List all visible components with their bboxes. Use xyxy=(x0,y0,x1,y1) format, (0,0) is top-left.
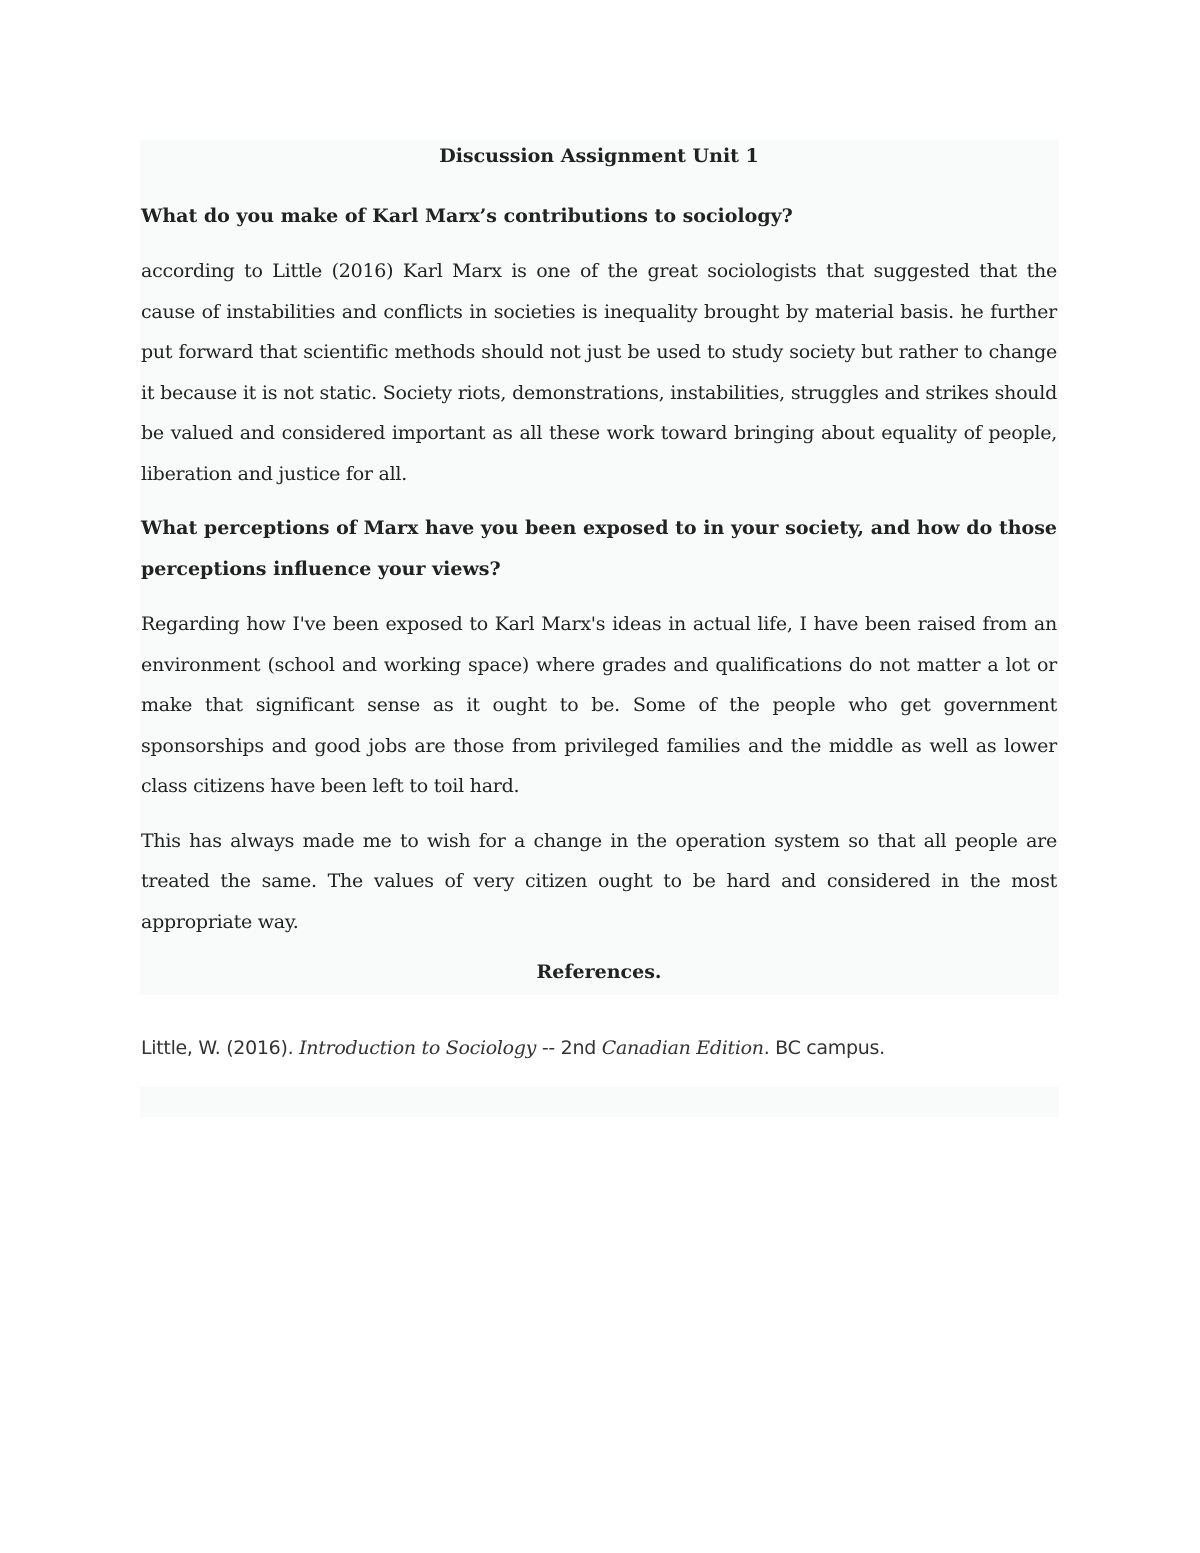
reference-publisher: . BC campus. xyxy=(763,1037,885,1059)
reference-author-year: Little, W. (2016). xyxy=(141,1037,300,1059)
document-body xyxy=(141,140,1057,988)
reference-book-title: Introduction to Sociology xyxy=(299,1037,537,1059)
document-title: Discussion Assignment Unit 1 xyxy=(439,145,759,167)
reference-separator: -- 2nd xyxy=(536,1037,602,1059)
shaded-block-footer xyxy=(140,1087,1059,1117)
question-1: What do you make of Karl Marx’s contributions to sociology? xyxy=(141,205,793,227)
question-2: What perceptions of Marx have you been exposed to in your society, and how do those perceptions influence your views? xyxy=(141,517,1057,580)
reference-edition: Canadian Edition xyxy=(601,1037,764,1059)
reference-entry xyxy=(141,1030,1057,1066)
answer-2-paragraph-1: Regarding how I've been exposed to Karl Marx's ideas in actual life, I have been raised from an environment (school and working space) where grades and qualifications do not matter a lot or make that significant sense as it ought to be. Some of the people who get government sponsorships and good jobs are those from privileged families and the middle as well as lower class citizens have been left to toil hard. xyxy=(141,613,1057,797)
answer-2-paragraph-2: This has always made me to wish for a change in the operation system so that all people are treated the same. The values of very citizen ought to be hard and considered in the most appropriate way. xyxy=(141,829,1057,933)
answer-1: according to Little (2016) Karl Marx is one of the great sociologists that suggested that the cause of instabilities and conflicts in societies is inequality brought by material basis. he further put forward that scientific methods should not just be used to study society but rather to change it because it is not static. Society riots, demonstrations, instabilities, struggles and strikes should be valued and considered important as all these work toward bringing about equality of people, liberation and justice for all. xyxy=(141,260,1057,485)
references-heading: References. xyxy=(536,961,662,983)
